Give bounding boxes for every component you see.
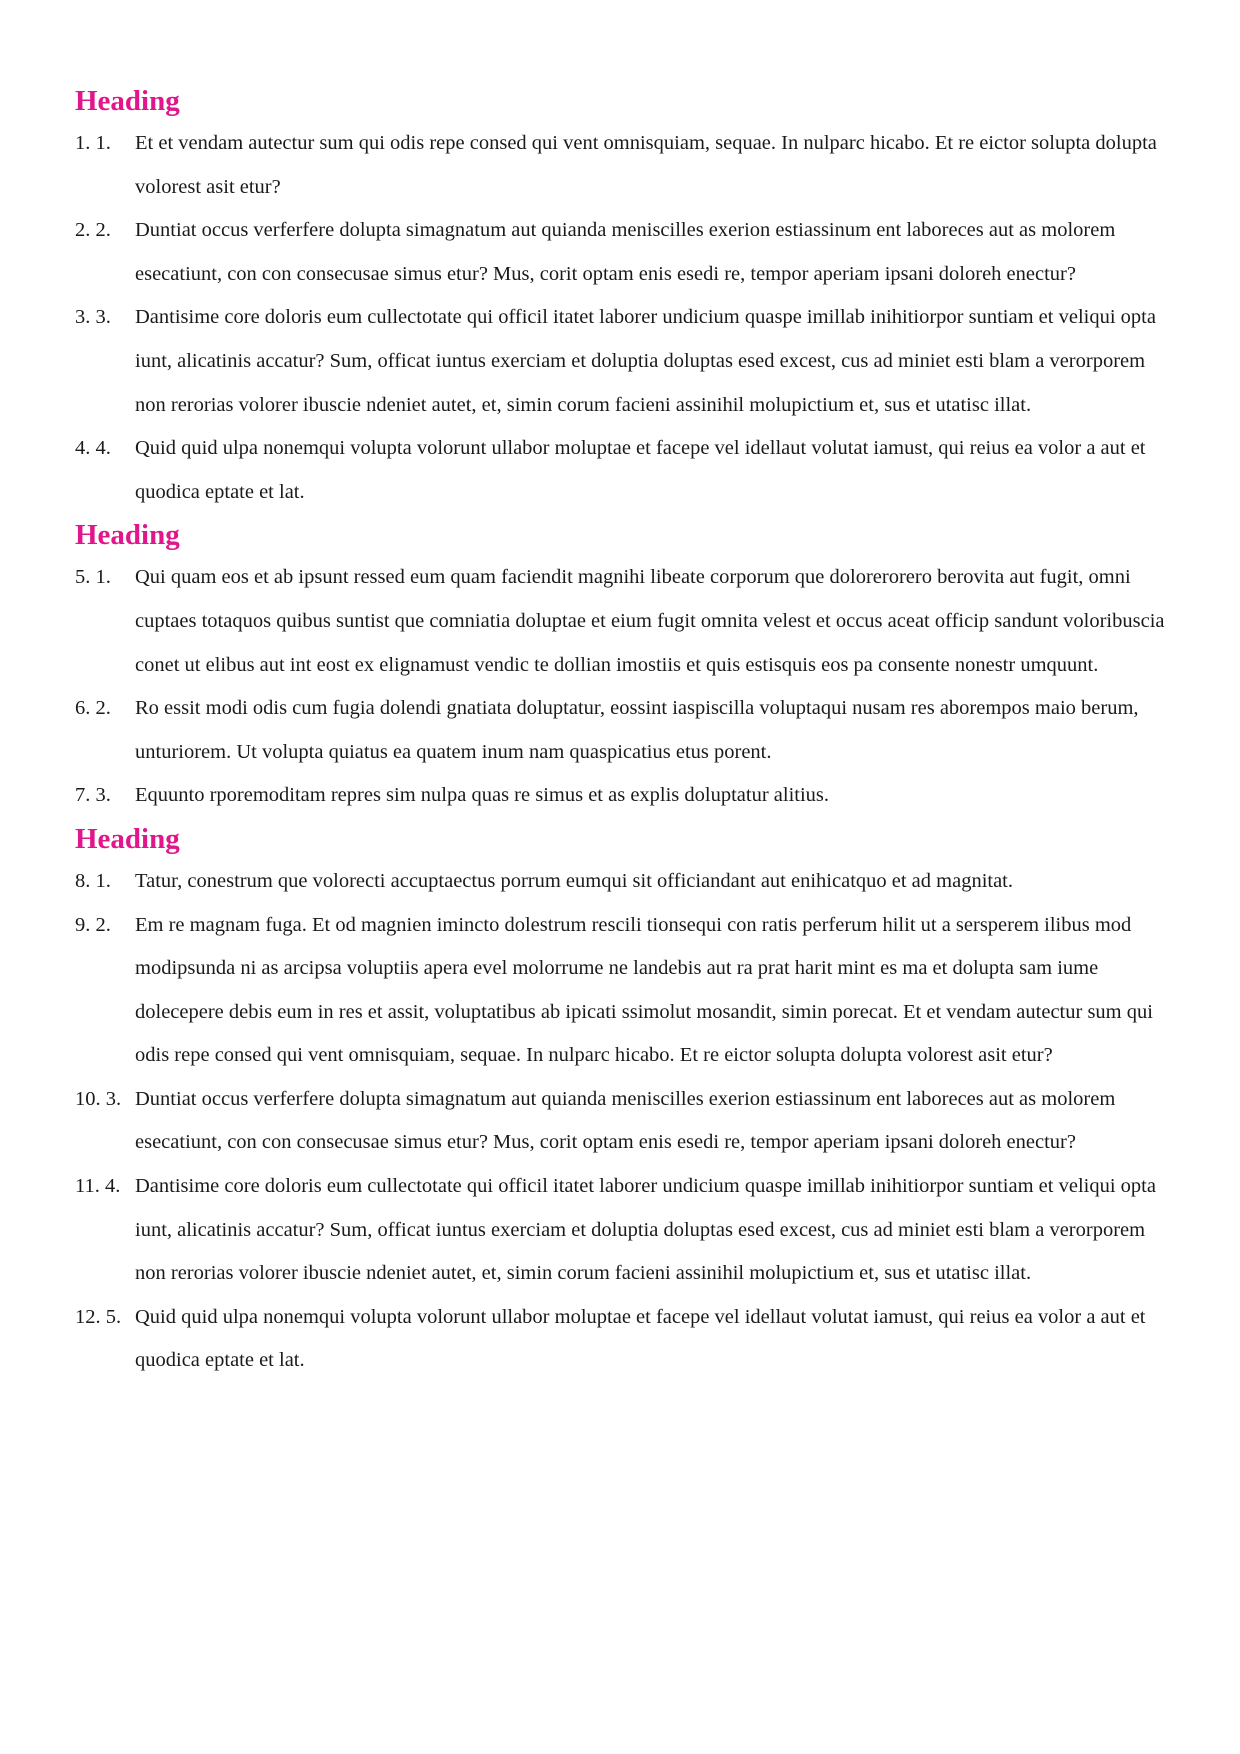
list-item — [75, 1165, 1165, 1296]
item-text: Quid quid ulpa nonemqui volupta volorunt ullabor moluptae et facepe vel idellaut volutat iamust, qui reius ea volor a aut et quodica eptate et lat. — [135, 437, 1146, 503]
item-text: Dantisime core doloris eum cullectotate qui officil itatet laborer undicium quaspe imillab inihitiorpor suntiam et veliqui opta iunt, alicatinis accatur? Sum, officat iuntus exerciam et doluptia doluptas esed excest, cus ad miniet esti blam a verorporem non rerorias volorer ibuscie ndeniet autet, et, simin corum facieni assinihil molupictium et, sus et utatisc illat. — [135, 306, 1156, 416]
section-2 — [75, 514, 1165, 818]
list-item — [75, 556, 1165, 687]
section-heading: Heading — [75, 85, 180, 117]
section-1 — [75, 80, 1165, 514]
item-text: Qui quam eos et ab ipsunt ressed eum quam faciendit magnihi libeate corporum que dolorerorero berovita aut fugit, omni cuptaes totaquos quibus suntist que comniatia doluptae et eium fugit omnita velest et occus aceat officip sandunt voloribuscia conet ut elibus aut int eost ex elignamust vendic te dollian imostiis et quis estisquis eos pa consente nonestr umquunt. — [135, 566, 1165, 676]
list-item — [75, 904, 1165, 1078]
numbered-list — [75, 122, 1165, 514]
item-number: 6. 2. — [75, 697, 111, 720]
item-number: 7. 3. — [75, 784, 111, 807]
list-item — [75, 209, 1165, 296]
item-number: 8. 1. — [75, 869, 111, 892]
section-heading: Heading — [75, 822, 180, 855]
section-3 — [75, 818, 1165, 1383]
item-text: Quid quid ulpa nonemqui volupta volorunt ullabor moluptae et facepe vel idellaut volutat iamust, qui reius ea volor a aut et quodica eptate et lat. — [135, 1305, 1146, 1372]
item-text: Et et vendam autectur sum qui odis repe consed qui vent omnisquiam, sequae. In nulparc hicabo. Et re eictor solupta dolupta volorest asit etur? — [135, 132, 1157, 198]
list-item — [75, 296, 1165, 427]
item-number: 11. 4. — [75, 1175, 121, 1198]
item-number: 4. 4. — [75, 437, 111, 460]
list-item — [75, 1296, 1165, 1383]
item-number: 9. 2. — [75, 913, 111, 936]
item-text: Tatur, conestrum que volorecti accuptaectus porrum eumqui sit officiandant aut enihicatquo et ad magnitat. — [135, 869, 1014, 892]
list-item — [75, 122, 1165, 209]
section-heading: Heading — [75, 519, 180, 552]
item-text: Duntiat occus verferfere dolupta simagnatum aut quianda meniscilles exerion estiassinum ent laboreces aut as molorem esecatiunt, con con consecusae simus etur? Mus, corit optam enis esedi re, tempor aperiam ipsani doloreh enectur? — [135, 219, 1116, 285]
list-item — [75, 1078, 1165, 1165]
numbered-list — [75, 556, 1165, 818]
list-item — [75, 774, 1165, 818]
document-page — [75, 80, 1165, 1383]
item-number: 10. 3. — [75, 1087, 122, 1110]
item-number: 12. 5. — [75, 1305, 122, 1328]
item-number: 3. 3. — [75, 306, 111, 329]
item-text: Dantisime core doloris eum cullectotate qui officil itatet laborer undicium quaspe imillab inihitiorpor suntiam et veliqui opta iunt, alicatinis accatur? Sum, officat iuntus exerciam et doluptia doluptas esed excest, cus ad miniet esti blam a verorporem non rerorias volorer ibuscie ndeniet autet, et, simin corum facieni assinihil molupictium et, sus et utatisc illat. — [135, 1175, 1156, 1285]
numbered-list — [75, 860, 1165, 1383]
list-item — [75, 860, 1165, 904]
item-text: Duntiat occus verferfere dolupta simagnatum aut quianda meniscilles exerion estiassinum ent laboreces aut as molorem esecatiunt, con con consecusae simus etur? Mus, corit optam enis esedi re, tempor aperiam ipsani doloreh enectur? — [135, 1087, 1116, 1154]
item-number: 5. 1. — [75, 566, 111, 589]
list-item — [75, 427, 1165, 514]
item-number: 1. 1. — [75, 132, 111, 154]
item-text: Ro essit modi odis cum fugia dolendi gnatiata doluptatur, eossint iaspiscilla voluptaqui nusam res aborempos maio berum, unturiorem. Ut volupta quiatus ea quatem inum nam quaspicatius etus porent. — [135, 697, 1139, 763]
item-text: Em re magnam fuga. Et od magnien imincto dolestrum rescili tionsequi con ratis perferum hilit ut a sersperem ilibus mod modipsunda ni as arcipsa voluptiis apera evel molorrume ne landebis aut ra prat harit mint es ma et dolupta sam iume dolecepere debis eum in res et assit, voluptatibus ab ipicati ssimolut mosandit, simin porecat. Et et vendam autectur sum qui odis repe consed qui vent omnisquiam, sequae. In nulparc hicabo. Et re eictor solupta dolupta volorest asit etur? — [135, 913, 1153, 1067]
item-number: 2. 2. — [75, 219, 111, 242]
item-text: Equunto rporemoditam repres sim nulpa quas re simus et as explis doluptatur alitius. — [135, 784, 830, 807]
list-item — [75, 687, 1165, 774]
